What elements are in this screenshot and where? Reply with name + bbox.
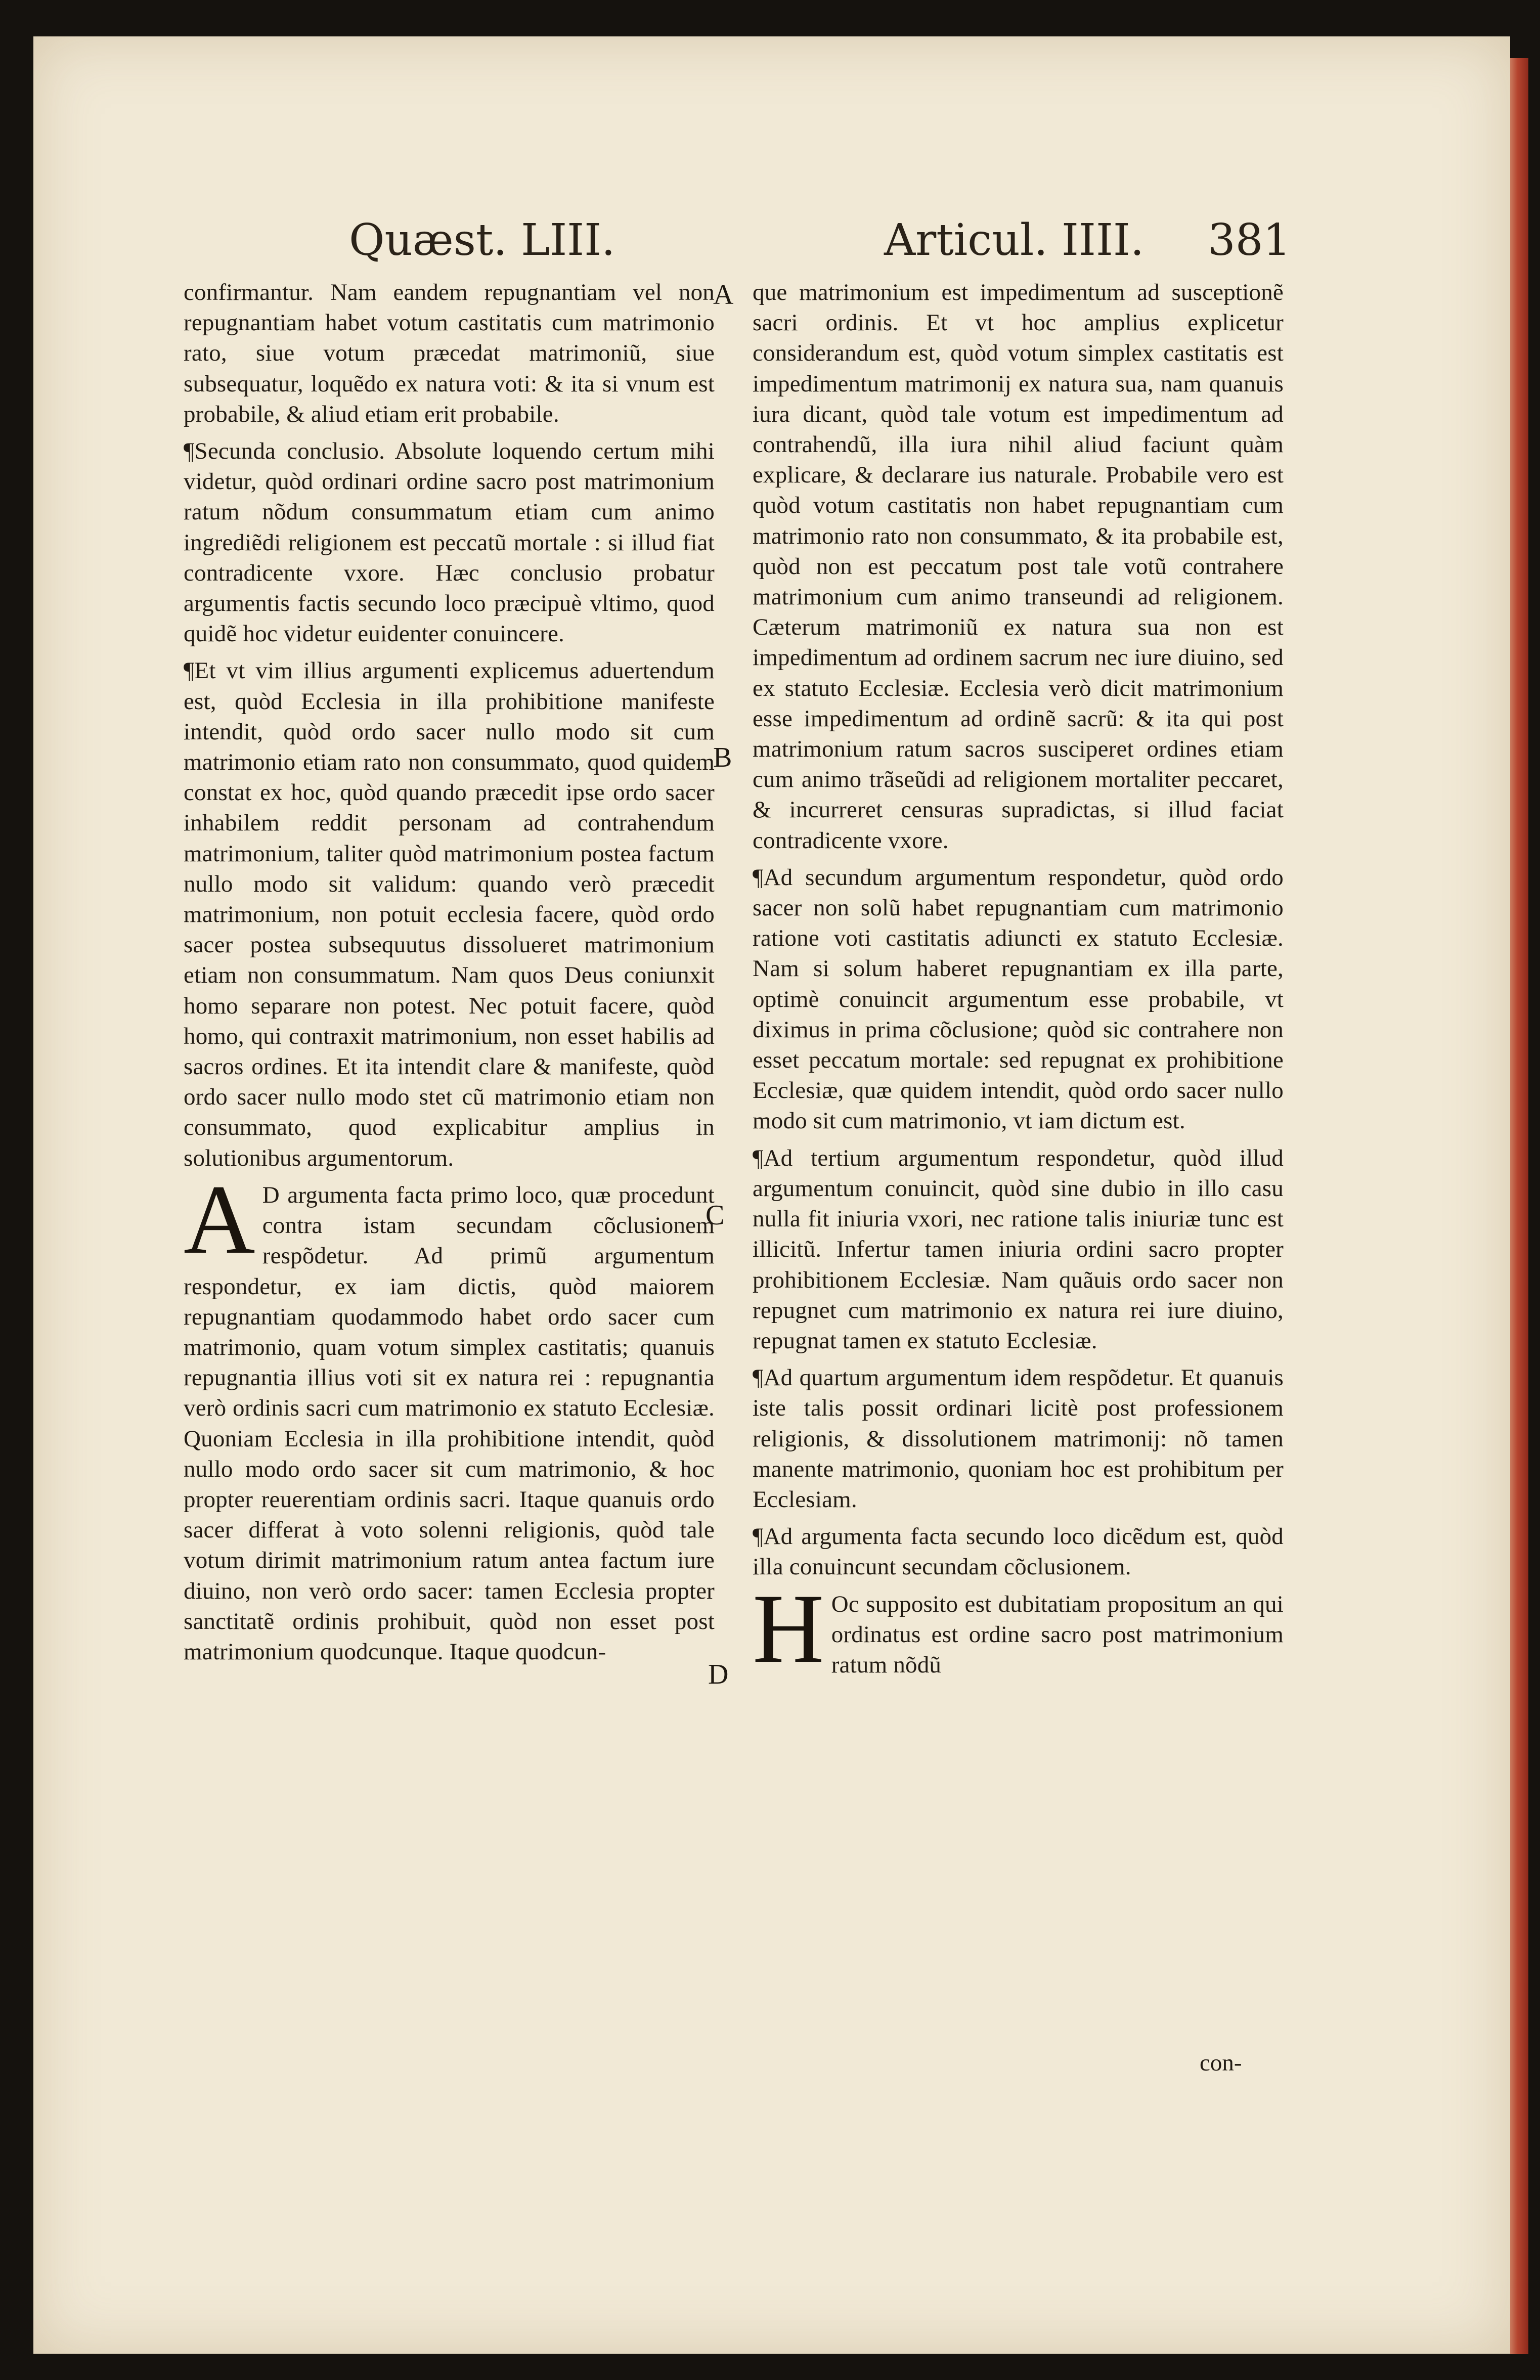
right-column	[753, 277, 1284, 1687]
left-paragraph-2: ¶Secunda conclusio. Absolute loquendo certum mihi videtur, quòd ordinari ordine sacro post matrimonium ratum nõdum consummatum etiam cum animo ingrediẽdi religionem est peccatũ mortale : si illud fiat contradicente vxore. Hæc conclusio probatur argumentis factis secundo loco præcipuè vltimo, quod quidẽ hoc videtur euidenter conuincere.	[184, 438, 715, 647]
red-page-edge	[1510, 58, 1528, 2354]
right-paragraph-1: que matrimonium est impedimentum ad susceptionẽ sacri ordinis. Et vt hoc amplius explicetur considerandum est, quòd votum simplex castitatis est impedimentum matrimonij ex natura sua, nam quanuis iura dicant, quòd tale votum est impedimentum ad contrahendũ, illa iura nihil aliud faciunt quàm explicare, & declarare ius naturale. Probabile vero est quòd votum castitatis non habet repugnantiam cum matrimonio rato non consummato, & ita probabile est, quòd non est peccatum post tale votũ contrahere matrimonium cum animo transeundi ad religionem. Cæterum matrimoniũ ex natura sua non est impedimentum ad ordinem sacrum nec iure diuino, sed ex statuto Ecclesiæ. Ecclesia verò dicit matrimonium esse impedimentum ad ordinẽ sacrũ: & ita qui post matrimonium ratum sacros susciperet ordines etiam cum animo trãseũdi ad religionem mortaliter peccaret, & incurreret censuras supradictas, si illud faciat contradicente vxore.	[753, 279, 1284, 854]
right-paragraph-4: ¶Ad quartum argumentum idem respõdetur. Et quanuis iste talis possit ordinari licitè post professionem religionis, & dissolutionem matrimonij: nõ tamen manente matrimonio, quoniam hoc est prohibitum per Ecclesiam.	[753, 1364, 1284, 1513]
left-paragraph-1: confirmantur. Nam eandem repugnantiam vel non repugnantiam habet votum castitatis cum matrimonio rato, siue votum præcedat matrimoniũ, siue subsequatur, loquẽdo ex natura voti: & ita si vnum est probabile, & aliud etiam erit probabile.	[184, 279, 715, 427]
right-paragraph-3: ¶Ad tertium argumentum respondetur, quòd illud argumentum conuincit, quòd sine dubio in illo casu nulla fit iniuria vxori, nec ratione talis iniuriæ tunc est illicitũ. Infertur tamen iniuria ordini sacro propter prohibitionem Ecclesiæ. Nam quãuis ordo sacer non repugnet cum matrimonio ex natura rei iure diuino, repugnat tamen ex statuto Ecclesiæ.	[753, 1144, 1284, 1354]
margin-letter-b: B	[713, 742, 732, 773]
left-paragraph-4-text: D argumenta facta primo loco, quæ procedunt contra istam secundam cõclusionem respõdetur. Ad primũ argumentum respondetur, ex iam dictis, quòd maiorem repugnantiam quodammodo habet ordo sacer cum matrimonio, quam votum simplex castitatis; quanuis repugnantia illius voti sit ex natura rei : repugnantia verò ordinis sacri cum matrimonio ex statuto Ecclesiæ. Quoniam Ecclesia in illa prohibitione intendit, quòd nullo modo ordo sacer sit cum matrimonio, & hoc propter reuerentiam ordinis sacri. Itaque quanuis ordo sacer differat à voto solenni religionis, quòd tale votum dirimit matrimonium ratum antea factum iure diuino, non verò ordo sacer: tamen Ecclesia propter sanctitatẽ ordinis prohibuit, quòd non esset post matrimonium quodcunque. Itaque quodcun-	[184, 1181, 715, 1665]
drop-cap-a: A	[184, 1164, 255, 1274]
drop-cap-h: H	[753, 1573, 824, 1684]
right-paragraph-2: ¶Ad secundum argumentum respondetur, quòd ordo sacer non solũ habet repugnantiam cum matrimonio ratione voti castitatis adiuncti ex statuto Ecclesiæ. Nam si solum haberet repugnantiam ex illa parte, optimè conuincit argumentum esse probabile, vt diximus in prima cõclusione; quòd sic contrahere non esset peccatum mortale: sed repugnat ex prohibitione Ecclesiæ, quæ quidem intendit, quòd ordo sacer nullo modo sit cum matrimonio, vt iam dictum est.	[753, 864, 1284, 1134]
margin-letter-a: A	[713, 279, 734, 311]
running-head-article: Articul. IIII.	[884, 215, 1145, 266]
right-paragraph-6-text: Oc supposito est dubitatiam propositum an qui ordinatus est ordine sacro post matrimonium ratum nõdũ	[831, 1591, 1284, 1678]
left-column	[184, 277, 715, 1673]
right-paragraph-6	[753, 1573, 1284, 1684]
folio-number: 381	[1208, 215, 1291, 266]
margin-letter-d: D	[708, 1659, 729, 1690]
right-paragraph-5: ¶Ad argumenta facta secundo loco dicẽdum est, quòd illa conuincunt secundam cõclusionem.	[753, 1523, 1284, 1580]
catchword: con-	[1200, 2050, 1242, 2076]
left-paragraph-3: ¶Et vt vim illius argumenti explicemus aduertendum est, quòd Ecclesia in illa prohibitione manifeste intendit, quòd ordo sacer nullo modo sit cum matrimonio etiam rato non consummato, quod quidem constat ex hoc, quòd quando præcedit ipse ordo sacer inhabilem reddit personam ad contrahendum matrimonium, taliter quòd matrimonium postea factum nullo modo sit validum: quando verò præcedit matrimonium, non potuit ecclesia facere, quòd ordo sacer postea subsequutus dissolueret matrimonium etiam non consummatum. Nam quos Deus coniunxit homo separare non potest. Nec potuit facere, quòd homo, qui contraxit matrimonium, non esset habilis ad sacros ordines. Et ita intendit clare & manifeste, quòd ordo sacer nullo modo stet cũ matrimonio etiam non consummato, quod explicabitur amplius in solutionibus argumentorum.	[184, 657, 715, 1171]
running-head-question: Quæst. LIII.	[349, 215, 615, 266]
left-paragraph-4	[184, 1164, 715, 1667]
margin-letter-c: C	[706, 1200, 725, 1231]
